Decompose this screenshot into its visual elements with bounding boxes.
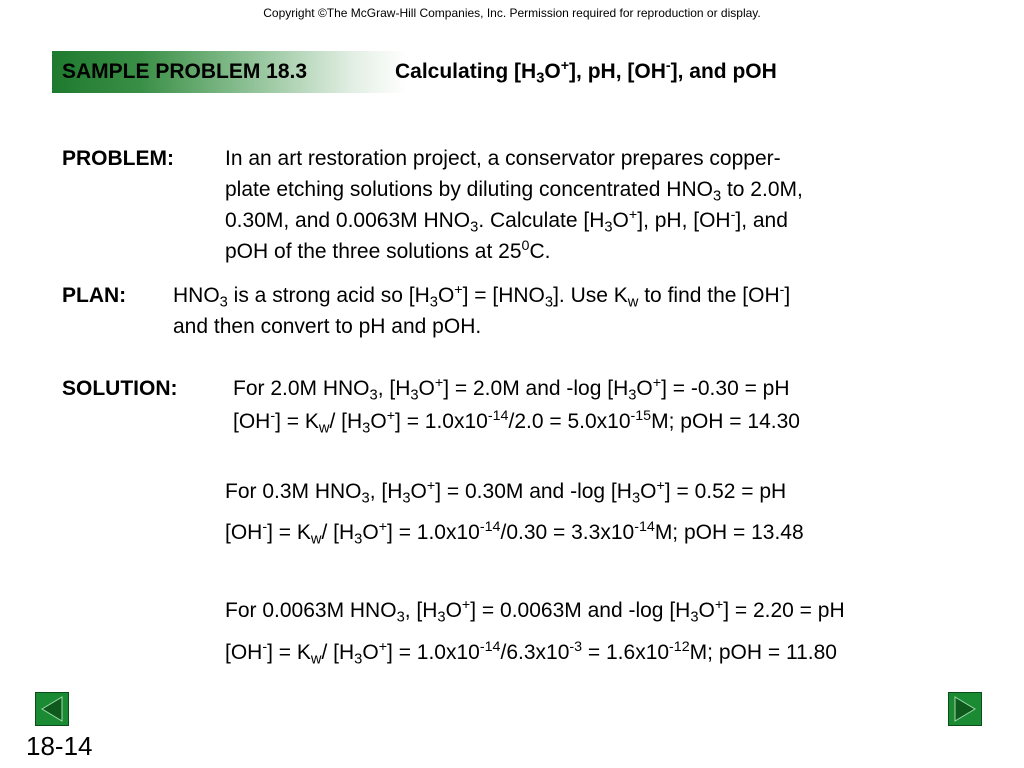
copyright-notice: Copyright ©The McGraw-Hill Companies, Inc. Permission required for reproduction or display. <box>263 6 761 20</box>
solution-line: $[OH^-] = K_w/$ $[H_3O^+] = 1.0x10^{-14}/2.0 = 5.0x10^{-15}M$; pOH = 14.30 <box>233 408 800 437</box>
next-slide-button[interactable] <box>948 692 982 726</box>
solution-line: $[OH^-] = K_w/$ $[H_3O^+] = 1.0x10^{-14}/0.30 = 3.3x10^{-14}M$; pOH = 13.48 <box>225 519 804 548</box>
solution-line: $[OH^-] = K_w/$ $[H_3O^+] = 1.0x10^{-14}/6.3x10^{-3} = 1.6x10^{-12}M$; pOH = 11.80 <box>225 639 837 668</box>
problem-label: PROBLEM: <box>62 147 174 170</box>
plan-text-line: $HNO_3$ is a strong acid so $[H_3O^+] = [HNO_3]$. Use $K_w$ to find the [OH-] <box>173 282 791 311</box>
problem-text-line: 0.30M, and 0.0063M $HNO_3$. Calculate $[H_3O^+]$, pH, [OH-], and <box>225 207 788 236</box>
solution-line: For 2.0M $HNO_3$, $[H_3O^+] = 2.0M$ and -log $[H_3O^+] = -0.30$ = pH <box>233 375 790 404</box>
problem-text-line: In an art restoration project, a conservator prepares copper- <box>225 147 781 170</box>
solution-line: For 0.0063M $HNO_3$, $[H_3O^+] = 0.0063M$ and -log $[H_3O^+] = 2.20$ = pH <box>225 597 845 626</box>
plan-label: PLAN: <box>62 284 127 307</box>
plan-text-line: and then convert to pH and pOH. <box>173 315 482 338</box>
triangle-right-icon <box>949 693 981 725</box>
triangle-left-icon <box>36 693 68 725</box>
solution-label: SOLUTION: <box>62 377 178 400</box>
previous-slide-button[interactable] <box>35 692 69 726</box>
problem-text-line: plate etching solutions by diluting concentrated $HNO_3$ to 2.0M, <box>225 178 803 205</box>
slide-number: 18-14 <box>26 731 93 761</box>
sample-problem-label: SAMPLE PROBLEM 18.3 <box>62 60 308 83</box>
problem-text-line: pOH of the three solutions at $25^0C$. <box>225 238 551 263</box>
sample-problem-title: Calculating $[H_3O^+]$, pH, [OH-], and pOH <box>395 58 777 87</box>
solution-line: For 0.3M $HNO_3$, $[H_3O^+] = 0.30M$ and -log $[H_3O^+] = 0.52$ = pH <box>225 478 787 507</box>
